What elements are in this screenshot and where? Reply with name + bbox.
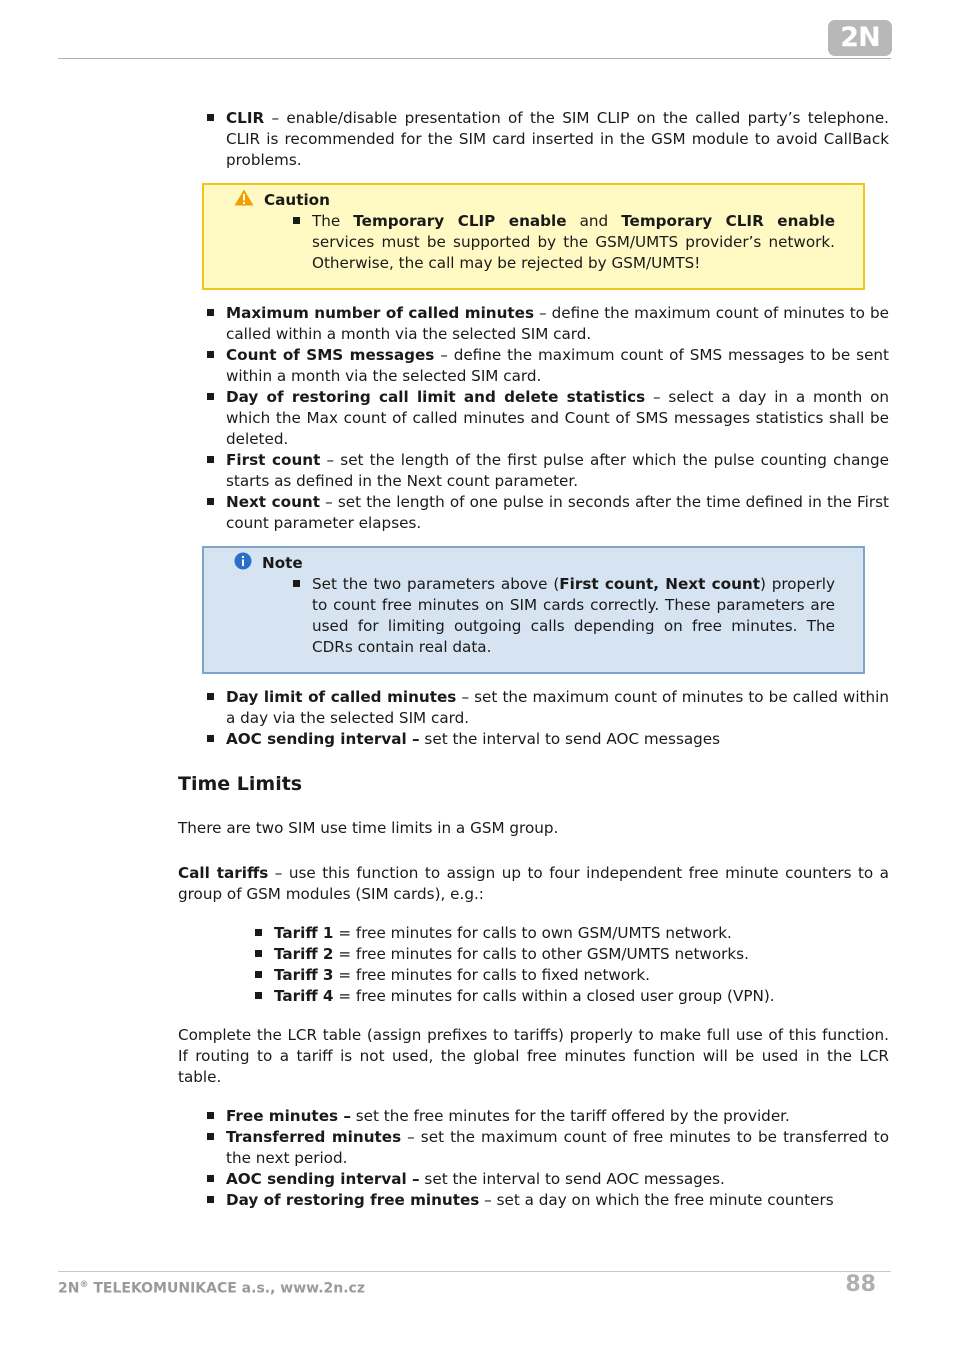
term: Call tariffs: [178, 864, 269, 882]
list-item: [226, 345, 889, 387]
header-divider: [58, 58, 891, 59]
free-minutes-list: [178, 1106, 889, 1211]
text-run: The: [312, 212, 354, 230]
lcr-paragraph: Complete the LCR table (assign prefixes to tariffs) properly to make full use of this function. If routing to a tariff is not used, the global free minutes function will be used in the LCR table.: [178, 1026, 889, 1086]
list-item: [312, 574, 835, 658]
list-item: [226, 687, 889, 729]
clir-list: [178, 108, 889, 171]
list-item: [226, 1127, 889, 1169]
page-number: 88: [845, 1272, 876, 1297]
description: – select a day in a month on which the Max count of called minutes and Count of SMS messages statistics shall be deleted.: [226, 388, 889, 448]
term: First count, Next count: [559, 575, 760, 593]
term: Maximum number of called minutes: [226, 304, 535, 322]
description: – use this function to assign up to four independent free minute counters to a group of GSM modules (SIM cards), e.g.:: [178, 864, 889, 903]
list-item: [274, 923, 889, 944]
list-item: [274, 944, 889, 965]
description: – enable/disable presentation of the SIM CLIP on the called party’s telephone. CLIR is recommended for the SIM card inserted in the GSM module to avoid CallBack problems.: [226, 109, 889, 169]
term: Temporary CLIR enable: [621, 212, 836, 230]
term: First count: [226, 451, 321, 469]
footer-divider: [58, 1271, 891, 1272]
list-item: [226, 1169, 889, 1190]
description: set the free minutes for the tariff offered by the provider.: [350, 1107, 790, 1125]
term: Tariff 3: [274, 966, 334, 984]
note-title-text: Note: [262, 554, 303, 572]
params2-list: [178, 687, 889, 750]
caution-title: [234, 190, 835, 211]
list-item: [226, 387, 889, 450]
list-item: [226, 729, 889, 750]
params-list: [178, 303, 889, 534]
page-content: [178, 108, 889, 1211]
description: set the interval to send AOC messages.: [419, 1170, 725, 1188]
list-item: [226, 492, 889, 534]
description: – set a day on which the free minute counters: [479, 1191, 834, 1209]
description: – set the maximum count of free minutes to be transferred to the next period.: [226, 1128, 889, 1167]
section-heading: Time Limits: [178, 773, 303, 795]
description: – set the length of the first pulse after which the pulse counting change starts as defined in the Next count parameter.: [226, 451, 889, 490]
list-item: [226, 1190, 889, 1211]
term: Transferred minutes: [226, 1128, 402, 1146]
list-item: [226, 108, 889, 171]
tariff-list: [178, 923, 889, 1007]
description: = free minutes for calls to other GSM/UMTS networks.: [333, 945, 749, 963]
info-icon: [234, 552, 252, 576]
text-run: ) properly to count free minutes on SIM cards correctly. These parameters are used for limiting outgoing calls depending on free minutes. The CDRs contain real data.: [312, 575, 835, 656]
description: = free minutes for calls to own GSM/UMTS network.: [333, 924, 732, 942]
caution-box: [202, 183, 865, 290]
list-item: [226, 450, 889, 492]
caution-title-text: Caution: [264, 191, 330, 209]
list-item: [226, 303, 889, 345]
list-item: [274, 965, 889, 986]
note-box: [202, 546, 865, 674]
term: Free minutes –: [226, 1107, 351, 1125]
list-item: [312, 211, 835, 274]
footer-company: [58, 1280, 365, 1297]
text-run: services must be supported by the GSM/UMTS provider’s network. Otherwise, the call may be rejected by GSM/UMTS!: [312, 233, 835, 272]
term: Temporary CLIP enable: [353, 212, 567, 230]
registered-mark: ®: [79, 1280, 89, 1290]
footer-company-text: TELEKOMUNIKACE a.s., www.2n.cz: [88, 1280, 365, 1297]
term: Day of restoring free minutes: [226, 1191, 480, 1209]
warning-icon: [234, 189, 254, 212]
term: AOC sending interval –: [226, 1170, 420, 1188]
description: – set the maximum count of minutes to be called within a day via the selected SIM card.: [226, 688, 890, 727]
term: AOC sending interval –: [226, 730, 420, 748]
term: CLIR: [226, 109, 265, 127]
description: set the interval to send AOC messages: [419, 730, 721, 748]
term: Day limit of called minutes: [226, 688, 457, 706]
description: – set the length of one pulse in seconds after the time defined in the First count parameter elapses.: [226, 493, 889, 532]
term: Count of SMS messages: [226, 346, 435, 364]
term: Tariff 1: [274, 924, 334, 942]
text-run: and: [566, 212, 622, 230]
description: = free minutes for calls to fixed network.: [333, 966, 650, 984]
text-run: Set the two parameters above (: [312, 575, 560, 593]
list-item: [226, 1106, 889, 1127]
list-item: [274, 986, 889, 1007]
note-title: [234, 553, 835, 574]
intro-paragraph: There are two SIM use time limits in a GSM group.: [178, 819, 559, 837]
term: Day of restoring call limit and delete statistics: [226, 388, 646, 406]
caution-list: [234, 211, 835, 274]
term: Next count: [226, 493, 320, 511]
description: = free minutes for calls within a closed user group (VPN).: [333, 987, 775, 1005]
description: – define the maximum count of SMS messages to be sent within a month via the selected SIM card.: [226, 346, 889, 385]
term: Tariff 4: [274, 987, 334, 1005]
call-tariffs-paragraph: [178, 863, 889, 905]
description: – define the maximum count of minutes to be called within a month via the selected SIM card.: [226, 304, 889, 343]
note-list: [234, 574, 835, 658]
brand-logo: 2N: [828, 20, 892, 56]
term: Tariff 2: [274, 945, 334, 963]
footer-brand: 2N: [58, 1280, 80, 1297]
